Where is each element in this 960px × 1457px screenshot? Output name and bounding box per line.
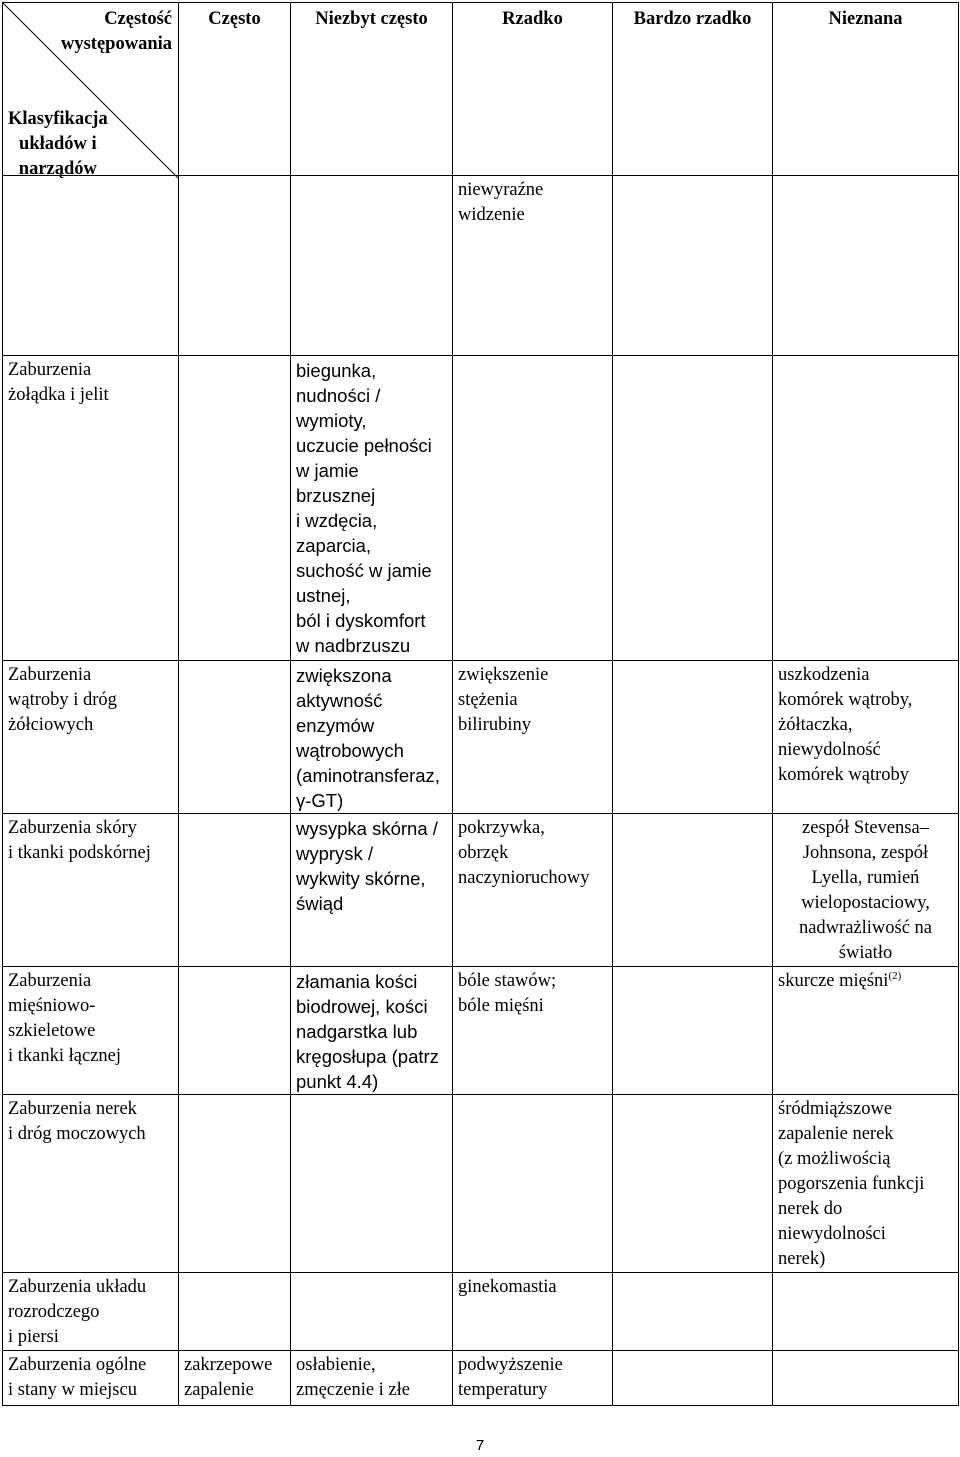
table-row <box>3 1095 959 1273</box>
organ-class-cell: Zaburzenia skóry i tkanki podskórnej <box>3 814 179 967</box>
table-row <box>3 356 959 661</box>
organ-class-cell: Zaburzenia ogólne i stany w miejscu <box>3 1351 179 1406</box>
cell-very-rare <box>613 967 773 1095</box>
cell-unknown-text: skurcze mięśni <box>778 971 889 991</box>
page-number: 7 <box>475 1437 485 1454</box>
organ-class-cell: Zaburzenia mięśniowo- szkieletowe i tkanki łącznej <box>3 967 179 1095</box>
cell-rare: niewyraźne widzenie <box>453 176 613 356</box>
cell-unknown <box>773 967 959 1095</box>
cell-very-rare <box>613 1273 773 1351</box>
table-row <box>3 1351 959 1406</box>
cell-very-rare <box>613 1095 773 1273</box>
cell-unknown <box>773 1351 959 1406</box>
cell-uncommon <box>291 1273 453 1351</box>
cell-unknown <box>773 1273 959 1351</box>
cell-unknown: uszkodzenia komórek wątroby, żółtaczka, niewydolność komórek wątroby <box>773 661 959 814</box>
cell-often <box>179 814 291 967</box>
cell-uncommon: biegunka, nudności / wymioty, uczucie pełności w jamie brzusznej i wzdęcia, zaparcia, suchość w jamie ustnej, ból i dyskomfort w nadbrzuszu <box>291 356 453 661</box>
cell-rare: ginekomastia <box>453 1273 613 1351</box>
corner-header-cell <box>3 3 179 179</box>
cell-often <box>179 661 291 814</box>
table-row <box>3 1273 959 1351</box>
cell-unknown <box>773 176 959 356</box>
cell-rare <box>453 1095 613 1273</box>
cell-often <box>179 356 291 661</box>
cell-rare: bóle stawów; bóle mięśni <box>453 967 613 1095</box>
cell-often <box>179 967 291 1095</box>
cell-unknown: śródmiąższowe zapalenie nerek (z możliwością pogorszenia funkcji nerek do niewydolności nerek) <box>773 1095 959 1273</box>
table-row <box>3 814 959 967</box>
header-row <box>3 3 959 176</box>
cell-unknown: zespół Stevensa– Johnsona, zespół Lyella, rumień wielopostaciowy, nadwrażliwość na światło <box>773 814 959 967</box>
classification-label: Klasyfikacja układów i narządów <box>8 109 108 179</box>
adverse-effects-table <box>2 2 959 1406</box>
organ-class-cell: Zaburzenia żołądka i jelit <box>3 356 179 661</box>
cell-very-rare <box>613 176 773 356</box>
cell-unknown <box>773 356 959 661</box>
column-header-rare: Rzadko <box>453 3 613 176</box>
column-header-unknown: Nieznana <box>773 3 959 176</box>
cell-often <box>179 176 291 356</box>
cell-often <box>179 1273 291 1351</box>
organ-class-cell: Zaburzenia wątroby i dróg żółciowych <box>3 661 179 814</box>
organ-class-cell <box>3 176 179 356</box>
cell-very-rare <box>613 356 773 661</box>
cell-uncommon: złamania kości biodrowej, kości nadgarstka lub kręgosłupa (patrz punkt 4.4) <box>291 967 453 1095</box>
cell-rare <box>453 356 613 661</box>
table-row <box>3 176 959 356</box>
cell-uncommon: zwiększona aktywność enzymów wątrobowych (aminotransferaz, γ-GT) <box>291 661 453 814</box>
cell-rare: zwiększenie stężenia bilirubiny <box>453 661 613 814</box>
cell-often: zakrzepowe zapalenie <box>179 1351 291 1406</box>
cell-very-rare <box>613 814 773 967</box>
cell-often <box>179 1095 291 1273</box>
cell-very-rare <box>613 1351 773 1406</box>
table-row <box>3 661 959 814</box>
cell-uncommon: osłabienie, zmęczenie i złe <box>291 1351 453 1406</box>
frequency-label: Częstość występowania <box>60 9 172 54</box>
cell-uncommon <box>291 176 453 356</box>
organ-class-cell: Zaburzenia nerek i dróg moczowych <box>3 1095 179 1273</box>
cell-rare: podwyższenie temperatury <box>453 1351 613 1406</box>
cell-uncommon: wysypka skórna / wyprysk / wykwity skórne, świąd <box>291 814 453 967</box>
column-header-uncommon: Niezbyt często <box>291 3 453 176</box>
cell-rare: pokrzywka, obrzęk naczynioruchowy <box>453 814 613 967</box>
cell-very-rare <box>613 661 773 814</box>
column-header-often: Często <box>179 3 291 176</box>
table-row <box>3 967 959 1095</box>
footnote-marker: (2) <box>888 969 902 982</box>
cell-uncommon <box>291 1095 453 1273</box>
column-header-very-rare: Bardzo rzadko <box>613 3 773 176</box>
organ-class-cell: Zaburzenia układu rozrodczego i piersi <box>3 1273 179 1351</box>
